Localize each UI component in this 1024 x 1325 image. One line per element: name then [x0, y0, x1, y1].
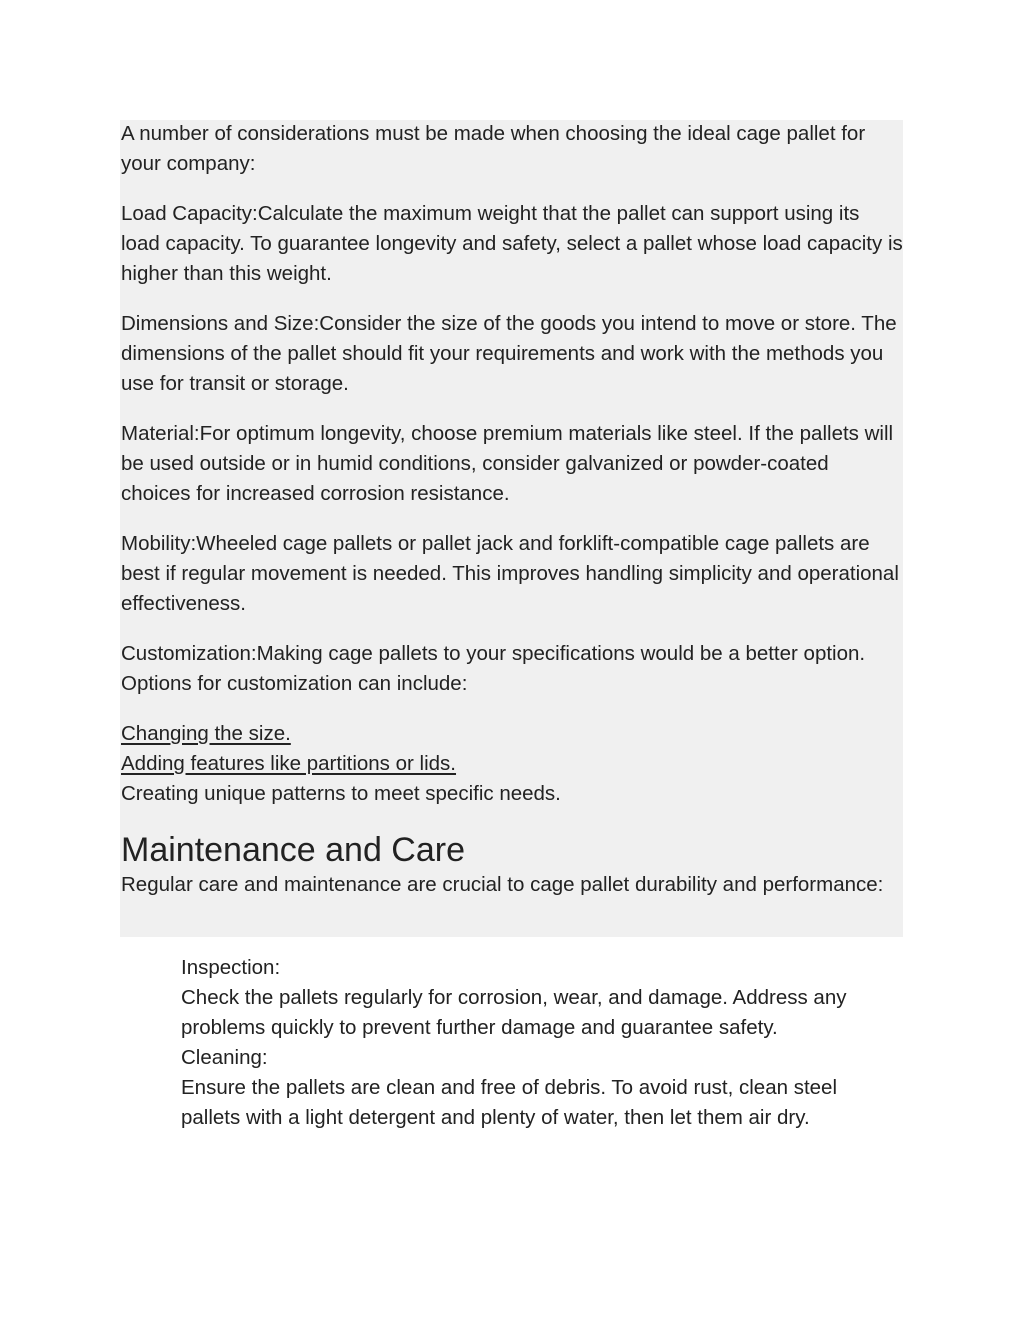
maintenance-heading: Maintenance and Care [121, 831, 466, 869]
material-paragraph: Material:For optimum longevity, choose premium materials like steel. If the pallets will be used outside or in humid conditions, consider galvanized or powder-coated choices for increased corrosion resistance. [121, 422, 894, 505]
load-capacity-paragraph: Load Capacity:Calculate the maximum weight that the pallet can support using its load capacity. To guarantee longevity and safety, select a pallet whose load capacity is higher than this weight. [121, 202, 903, 285]
dimensions-paragraph: Dimensions and Size:Consider the size of the goods you intend to move or store. The dimensions of the pallet should fit your requirements and work with the methods you use for transit or storage. [121, 312, 897, 395]
mobility-paragraph: Mobility:Wheeled cage pallets or pallet jack and forklift-compatible cage pallets are best if regular movement is needed. This improves handling simplicity and operational effectiveness. [121, 532, 899, 615]
customization-options-list [121, 719, 903, 809]
cleaning-label: Cleaning: [181, 1046, 268, 1069]
maintenance-details [181, 953, 901, 1133]
main-content [121, 119, 903, 920]
adding-features-link[interactable]: Adding features like partitions or lids. [121, 752, 457, 775]
cleaning-text: Ensure the pallets are clean and free of debris. To avoid rust, clean steel pallets with a light detergent and plenty of water, then let them air dry. [181, 1076, 838, 1129]
list-item [121, 749, 903, 779]
list-item: Creating unique patterns to meet specific needs. [121, 782, 561, 805]
customization-paragraph: Customization:Making cage pallets to your specifications would be a better option. Options for customization can include: [121, 642, 866, 695]
list-item [121, 719, 903, 749]
inspection-text: Check the pallets regularly for corrosion, wear, and damage. Address any problems quickly to prevent further damage and guarantee safety. [181, 986, 847, 1039]
intro-paragraph: A number of considerations must be made when choosing the ideal cage pallet for your company: [121, 122, 866, 175]
maintenance-intro-paragraph: Regular care and maintenance are crucial to cage pallet durability and performance: [121, 873, 884, 896]
changing-size-link[interactable]: Changing the size. [121, 722, 291, 745]
inspection-label: Inspection: [181, 956, 281, 979]
